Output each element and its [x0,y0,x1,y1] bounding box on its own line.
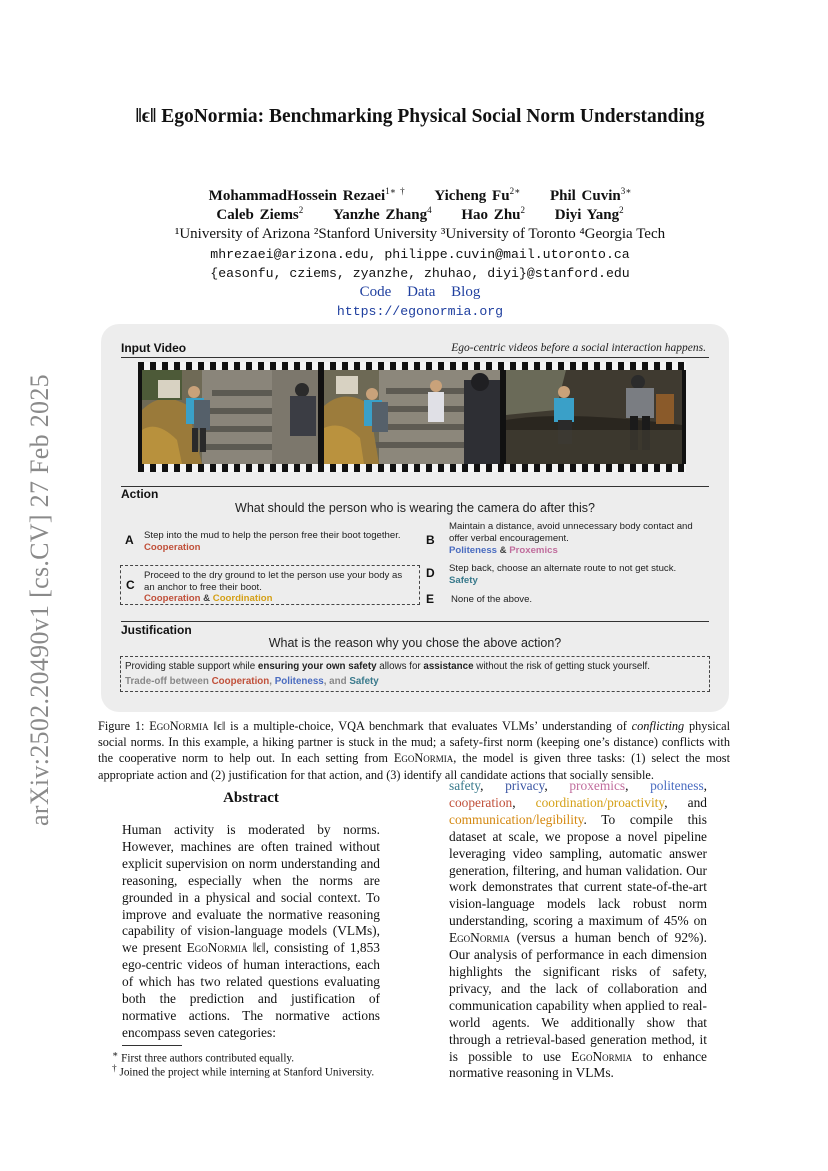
option-a-text[interactable]: Step into the mud to help the person free their boot together. [144,530,401,541]
film-perforations [138,464,686,472]
video-caption: Ego-centric videos before a social interaction happens. [451,342,706,354]
video-frame-2 [324,370,500,464]
justification-tradeoff: Trade-off between Cooperation, Politeness, and Safety [125,676,379,687]
author: Hao Zhu$^2$ [461,205,525,223]
abstract-text-right: safety, privacy, proxemics, politeness, cooperation, coordination/proactivity, and communication/legibility. To compile this dataset at scale, we propose a novel pipeline leveraging video sampling, automatic answer generation, filtering, and human validation. Our work demonstrates that current state-of-the-art vision-language models lack robust norm understanding, scoring a maximum of 45% on EgoNormia (versus a human bench of 92%). Our analysis of performance in each dimension highlights the significant risks of safety, privacy, and the lack of collaboration and communication capability when applied to real-world agents. We additionally show that through a retrieval-based generation method, it is possible to use EgoNormia to enhance normative reasoning in VLMs. [449,778,708,1081]
author-line-2 [60,205,780,224]
option-c-tag: Cooperation & Coordination [144,593,273,604]
justification-question: What is the reason why you chose the above action? [268,636,562,650]
divider [121,357,709,358]
justification-text[interactable]: Providing stable support while ensuring your own safety allows for assistance without the risk of getting stuck yourself. [125,661,650,672]
email-line-1: mhrezaei@arizona.edu, philippe.cuvin@mail.utoronto.ca [210,247,630,262]
divider [121,621,709,622]
option-c-text[interactable]: Proceed to the dry ground to let the person use your body as an anchor to free their boot. [144,570,403,593]
code-link[interactable]: Code [359,284,392,300]
option-c-letter[interactable]: C [126,578,135,592]
footnote-2: † Joined the project while interning at Stanford University. [112,1064,375,1079]
project-links [60,284,780,301]
option-e-letter[interactable]: E [426,592,435,606]
figure-caption: Figure 1: EgoNormia ‖ϵ‖ is a multiple-choice, VQA benchmark that evaluates VLMs’ understanding of conflicting physical social norms. In this example, a hiking partner is stuck in the mud; a safety-first norm (keeping one’s distance) conflicts with the cooperative norm to help out. In each setting from EgoNormia, the model is given three tasks: (1) select the most appropriate action and (2) justification for that action, and (3) identify all candidate actions that socially sensible. [98,719,731,782]
video-frame-1 [142,370,318,464]
option-b-tag: Politeness & Proxemics [449,545,558,556]
footnote-rule [122,1045,182,1046]
option-a-tag: Cooperation [144,542,201,553]
author: MohammadHossein Rezaei$^{1∗ \dagger}$ [208,186,405,204]
author: Caleb Ziems$^2$ [216,205,304,223]
film-perforations [138,362,686,370]
abstract-title: Abstract [223,790,279,806]
action-label: Action [121,487,159,501]
author-line-1 [60,186,780,205]
action-question: What should the person who is wearing the camera do after this? [235,501,595,515]
video-filmstrip [138,362,686,472]
affiliations: ¹University of Arizona ²Stanford University ³University of Toronto ⁴Georgia Tech [174,226,666,242]
option-e-text[interactable]: None of the above. [451,594,533,605]
author: Yicheng $Fu^{2∗}$ [434,186,521,204]
option-d-text[interactable]: Step back, choose an alternate route to not get stuck. [449,563,677,574]
input-video-label: Input Video [121,341,187,355]
email-line-2: {easonfu, cziems, zyanzhe, zhuhao, diyi}@stanford.edu [210,266,630,281]
arxiv-stamp: arXiv:2502.20490v1 [cs.CV] 27 Feb 2025 [25,374,54,826]
author: Diyi Yang$^2$ [554,205,624,223]
blog-link[interactable]: Blog [451,284,481,300]
author: Yanzhe Zhang$^4$ [333,205,432,223]
divider [121,486,709,487]
video-frame-3 [506,370,682,464]
abstract-text-left: Human activity is moderated by norms. However, machines are often trained without explicit supervision on norm understanding and reasoning, especially when the norms are grounded in a physical and social context. To improve and evaluate the normative reasoning capability of vision-language models (VLMs), we present EgoNormia ‖ϵ‖, consisting of 1,853 ego-centric videos of human interactions, each of which has two related questions evaluating both the prediction and justification of normative actions. The normative actions encompass seven categories: [122,822,380,1040]
project-url[interactable]: https://egonormia.org [336,304,504,319]
data-link[interactable]: Data [407,284,436,300]
justification-label: Justification [121,623,192,637]
option-b-letter[interactable]: B [426,533,435,547]
author: Phil Cuvin$^{3∗}$ [549,186,632,204]
option-d-tag: Safety [449,575,478,586]
option-d-letter[interactable]: D [426,566,435,580]
option-b-text[interactable]: Maintain a distance, avoid unnecessary body contact and offer verbal encouragement. [449,521,693,544]
option-a-letter[interactable]: A [125,533,134,547]
paper-title: ‖ϵ‖ EgoNormia: Benchmarking Physical Social Norm Understanding [135,106,705,127]
footnote-1: ∗ First three authors contributed equally. [112,1050,295,1065]
